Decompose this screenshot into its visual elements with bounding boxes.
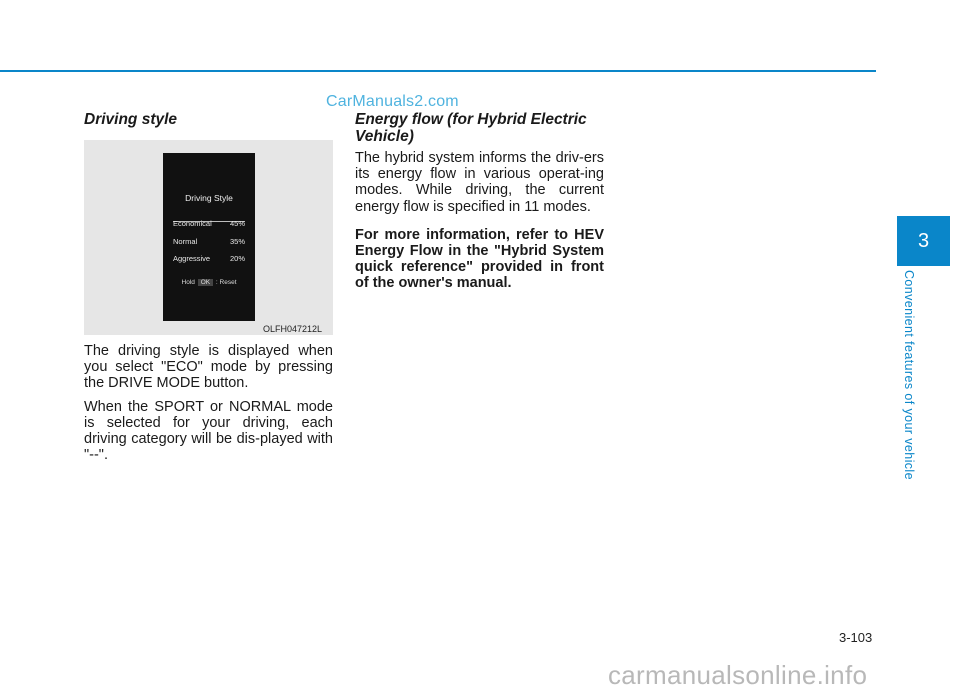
chapter-tab — [897, 216, 950, 266]
cluster-display — [163, 153, 255, 321]
driving-style-heading: Driving style — [84, 111, 178, 128]
row-value: 45% — [229, 219, 245, 228]
watermark-bottom[interactable]: carmanualsonline.info — [608, 660, 868, 690]
display-title: Driving Style — [185, 193, 233, 203]
row-value: 35% — [229, 237, 245, 246]
paragraph: The hybrid system informs the driv-ers its energy flow in various operat-ing modes. While driving, the current energy flow is specified in 11 modes. — [355, 150, 604, 215]
display-footer — [163, 279, 255, 286]
energy-flow-text — [355, 150, 604, 299]
display-row-economical — [173, 219, 245, 228]
header-rule — [0, 70, 876, 72]
watermark-top[interactable]: CarManuals2.com — [326, 93, 459, 110]
chapter-number: 3 — [917, 229, 930, 252]
row-label: Normal — [173, 237, 198, 246]
page-number: 3-103 — [839, 630, 873, 645]
paragraph: The driving style is displayed when you select "ECO" mode by pressing the DRIVE MODE button. — [84, 343, 333, 392]
figure-code: OLFH047212L — [263, 324, 323, 334]
paragraph: When the SPORT or NORMAL mode is selected for your driving, each driving category will be dis-played with "--". — [84, 398, 333, 464]
ok-button-glyph: OK — [198, 279, 213, 286]
bold-paragraph: For more information, refer to HEV Energy Flow in the "Hybrid System quick reference" provided in front of the owner's manual. — [355, 226, 604, 292]
row-label: Economical — [173, 219, 212, 228]
row-value: 20% — [229, 254, 245, 263]
heading-line: Vehicle) — [355, 128, 414, 145]
reset-text: : Reset — [215, 279, 237, 286]
hold-text: Hold — [181, 279, 195, 286]
chapter-title: Convenient features of your vehicle — [902, 270, 916, 480]
heading-line: Energy flow (for Hybrid Electric — [355, 111, 587, 128]
driving-style-text — [84, 343, 333, 470]
row-label: Aggressive — [173, 254, 211, 263]
energy-flow-heading — [355, 111, 615, 145]
driving-style-figure — [84, 140, 333, 335]
